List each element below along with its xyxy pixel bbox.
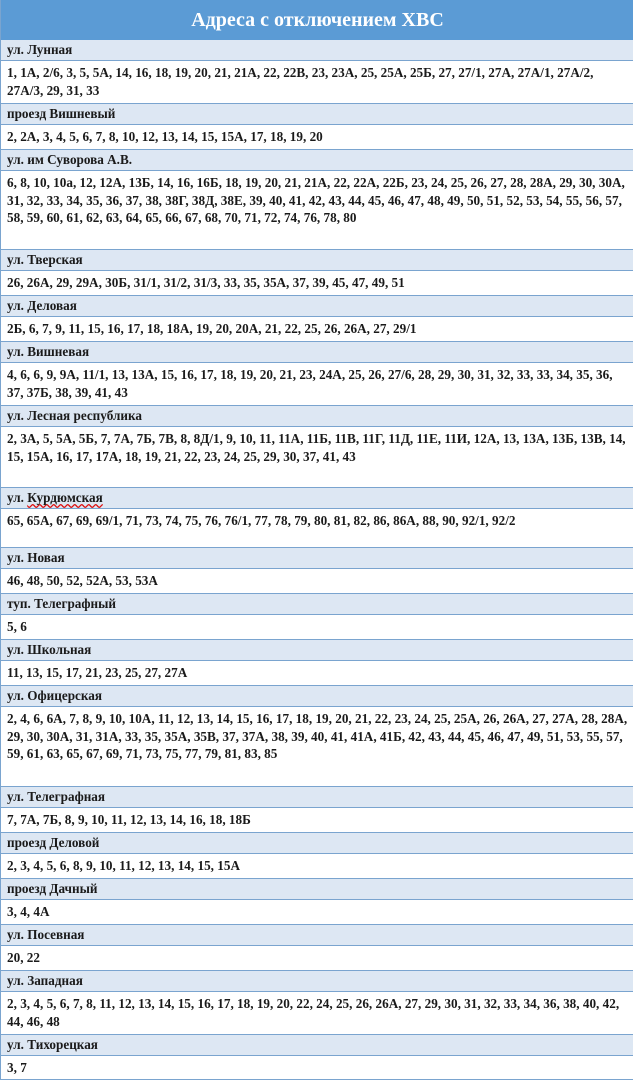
street-name: ул. Офицерская [1, 686, 633, 707]
street-name: ул. Западная [1, 971, 633, 992]
street-addresses: 2Б, 6, 7, 9, 11, 15, 16, 17, 18, 18А, 19, 20, 20А, 21, 22, 25, 26, 26А, 27, 29/1 [1, 317, 633, 342]
street-addresses: 2, 3, 4, 5, 6, 8, 9, 10, 11, 12, 13, 14, 15, 15А [1, 854, 633, 879]
street-name: ул. Лунная [1, 40, 633, 61]
street-name: ул. Тверская [1, 250, 633, 271]
street-addresses: 5, 6 [1, 615, 633, 640]
street-addresses: 7, 7А, 7Б, 8, 9, 10, 11, 12, 13, 14, 16, 18, 18Б [1, 808, 633, 833]
street-name [1, 488, 633, 509]
street-name: проезд Вишневый [1, 104, 633, 125]
street-addresses: 20, 22 [1, 946, 633, 971]
street-name: ул. Лесная республика [1, 406, 633, 427]
street-addresses: 2, 2А, 3, 4, 5, 6, 7, 8, 10, 12, 13, 14, 15, 15А, 17, 18, 19, 20 [1, 125, 633, 150]
street-addresses: 46, 48, 50, 52, 52А, 53, 53А [1, 569, 633, 594]
street-addresses: 26, 26А, 29, 29А, 30Б, 31/1, 31/2, 31/3, 33, 35, 35А, 37, 39, 45, 47, 49, 51 [1, 271, 633, 296]
street-addresses: 4, 6, 6, 9, 9А, 11/1, 13, 13А, 15, 16, 17, 18, 19, 20, 21, 23, 24А, 25, 26, 27/6, 28, 29, 30, 31, 32, 33, 33, 34, 35, 36, 37, 37Б, 38, 39, 41, 43 [1, 363, 633, 406]
street-addresses: 1, 1А, 2/6, 3, 5, 5А, 14, 16, 18, 19, 20, 21, 21А, 22, 22В, 23, 23А, 25, 25А, 25Б, 27, 27/1, 27А, 27А/1, 27А/2, 27А/3, 29, 31, 33 [1, 61, 633, 104]
street-addresses: 3, 4, 4А [1, 900, 633, 925]
street-name-prefix: ул. [7, 490, 28, 505]
street-name: ул. Телеграфная [1, 787, 633, 808]
street-name: ул. Новая [1, 548, 633, 569]
street-name: туп. Телеграфный [1, 594, 633, 615]
street-name: ул. Школьная [1, 640, 633, 661]
street-addresses: 2, 3А, 5, 5А, 5Б, 7, 7А, 7Б, 7В, 8, 8Д/1, 9, 10, 11, 11А, 11Б, 11В, 11Г, 11Д, 11Е, 11И, 12А, 13, 13А, 13Б, 13В, 14, 15, 15А, 16, 17, 17А, 18, 19, 21, 22, 23, 24, 25, 29, 30, 37, 41, 43 [1, 427, 633, 488]
street-name-main: Курдюмская [27, 490, 103, 505]
street-addresses: 6, 8, 10, 10а, 12, 12А, 13Б, 14, 16, 16Б, 18, 19, 20, 21, 21А, 22, 22А, 22Б, 23, 24, 25, 26, 27, 28, 28А, 29, 30, 30А, 31, 32, 33, 34, 35, 36, 37, 38, 38Г, 38Д, 38Е, 39, 40, 41, 42, 43, 44, 45, 46, 47, 48, 49, 50, 51, 52, 53, 54, 55, 56, 57, 58, 59, 60, 61, 62, 63, 64, 65, 66, 67, 68, 70, 71, 72, 74, 76, 78, 80 [1, 171, 633, 250]
table-title: Адреса с отключением ХВС [1, 0, 633, 40]
street-addresses: 11, 13, 15, 17, 21, 23, 25, 27, 27А [1, 661, 633, 686]
street-name: ул. им Суворова А.В. [1, 150, 633, 171]
street-addresses: 2, 4, 6, 6А, 7, 8, 9, 10, 10А, 11, 12, 13, 14, 15, 16, 17, 18, 19, 20, 21, 22, 23, 24, 25, 25А, 26, 26А, 27, 27А, 28, 28А, 29, 30, 30А, 31, 31А, 33, 35, 35А, 35В, 37, 37А, 38, 39, 40, 41, 41А, 41Б, 42, 43, 44, 45, 46, 47, 49, 51, 53, 55, 57, 59, 61, 63, 65, 67, 69, 71, 73, 75, 77, 79, 81, 83, 85 [1, 707, 633, 787]
street-name: проезд Деловой [1, 833, 633, 854]
street-addresses: 3, 7 [1, 1056, 633, 1080]
street-name: проезд Дачный [1, 879, 633, 900]
street-name: ул. Посевная [1, 925, 633, 946]
street-name: ул. Тихорецкая [1, 1035, 633, 1056]
street-name: ул. Деловая [1, 296, 633, 317]
street-addresses: 2, 3, 4, 5, 6, 7, 8, 11, 12, 13, 14, 15, 16, 17, 18, 19, 20, 22, 24, 25, 26, 26А, 27, 29, 30, 31, 32, 33, 34, 36, 38, 40, 42, 44, 46, 48 [1, 992, 633, 1035]
street-name: ул. Вишневая [1, 342, 633, 363]
street-addresses: 65, 65А, 67, 69, 69/1, 71, 73, 74, 75, 76, 76/1, 77, 78, 79, 80, 81, 82, 86, 86А, 88, 90, 92/1, 92/2 [1, 509, 633, 548]
